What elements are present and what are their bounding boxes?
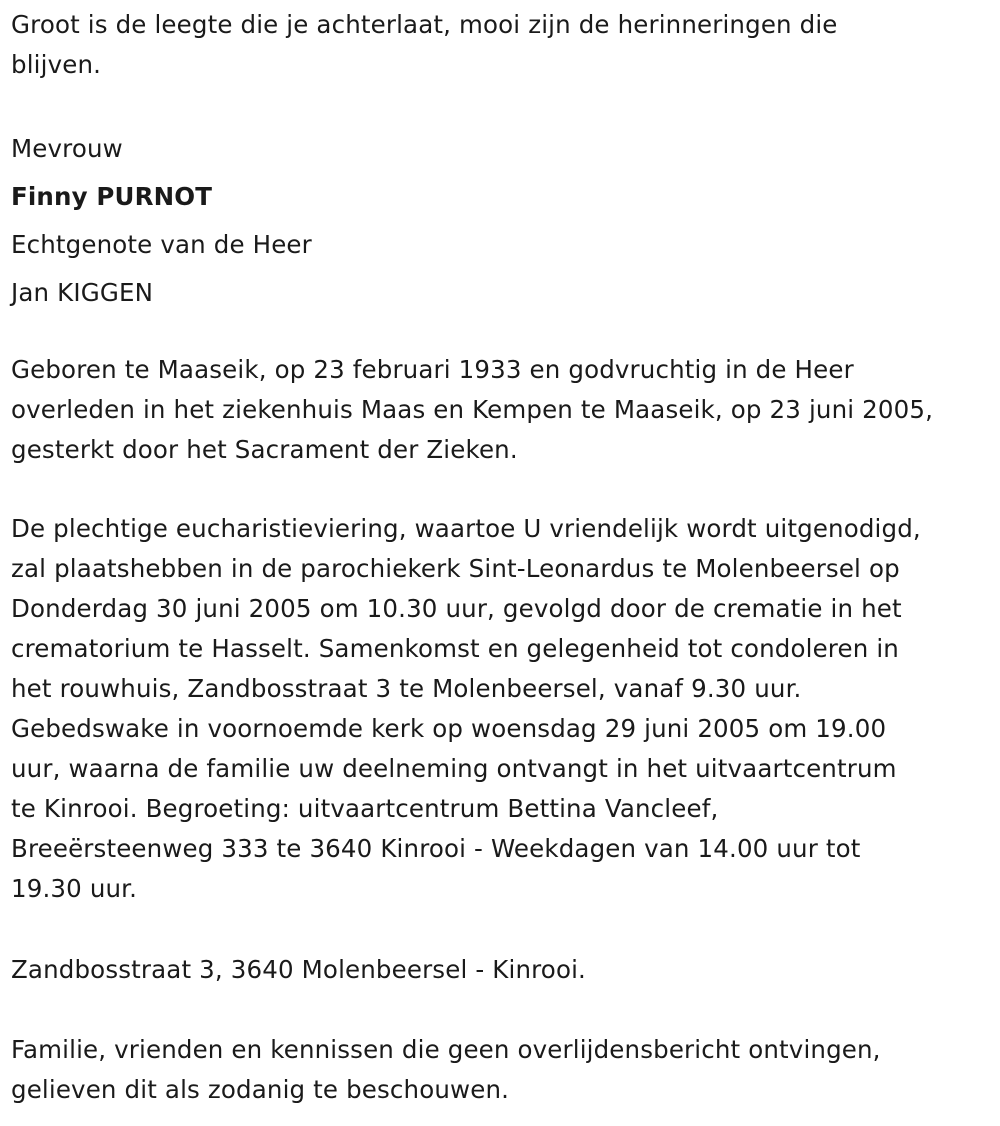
- paragraph-line: gesterkt door het Sacrament der Zieken.: [11, 435, 518, 464]
- paragraph-line: Breeërsteenweg 333 te 3640 Kinrooi - Weekdagen van 14.00 uur tot: [11, 834, 861, 863]
- paragraph-line: Donderdag 30 juni 2005 om 10.30 uur, gevolgd door de crematie in het: [11, 594, 902, 623]
- address-line: Zandbosstraat 3, 3640 Molenbeersel - Kinrooi.: [11, 955, 586, 984]
- mourning-address: [11, 950, 996, 990]
- relation-text: Echtgenote van de Heer: [11, 230, 312, 259]
- ceremony-paragraph: [11, 509, 996, 909]
- deceased-name: Finny PURNOT: [11, 182, 213, 211]
- notice-line: gelieven dit als zodanig te beschouwen.: [11, 1075, 510, 1104]
- memorial-quote: [11, 5, 996, 85]
- notice-line: Familie, vrienden en kennissen die geen overlijdensbericht ontvingen,: [11, 1035, 881, 1064]
- quote-line: Groot is de leegte die je achterlaat, mooi zijn de herinneringen die: [11, 10, 838, 39]
- paragraph-line: zal plaatshebben in de parochiekerk Sint-Leonardus te Molenbeersel op: [11, 554, 900, 583]
- paragraph-line: het rouwhuis, Zandbosstraat 3 te Molenbeersel, vanaf 9.30 uur.: [11, 674, 802, 703]
- paragraph-line: crematorium te Hasselt. Samenkomst en gelegenheid tot condoleren in: [11, 634, 899, 663]
- paragraph-line: overleden in het ziekenhuis Maas en Kempen te Maaseik, op 23 juni 2005,: [11, 395, 934, 424]
- spouse-name: Jan KIGGEN: [11, 278, 154, 307]
- birth-death-paragraph: [11, 350, 996, 470]
- deceased-identity: [11, 125, 996, 317]
- paragraph-line: uur, waarna de familie uw deelneming ontvangt in het uitvaartcentrum: [11, 754, 897, 783]
- paragraph-line: 19.30 uur.: [11, 874, 138, 903]
- paragraph-line: Geboren te Maaseik, op 23 februari 1933 en godvruchtig in de Heer: [11, 355, 854, 384]
- closing-notice: [11, 1030, 996, 1110]
- paragraph-line: De plechtige eucharistieviering, waartoe U vriendelijk wordt uitgenodigd,: [11, 514, 921, 543]
- paragraph-line: Gebedswake in voornoemde kerk op woensdag 29 juni 2005 om 19.00: [11, 714, 887, 743]
- quote-line: blijven.: [11, 50, 102, 79]
- salutation: Mevrouw: [11, 134, 123, 163]
- paragraph-line: te Kinrooi. Begroeting: uitvaartcentrum Bettina Vancleef,: [11, 794, 719, 823]
